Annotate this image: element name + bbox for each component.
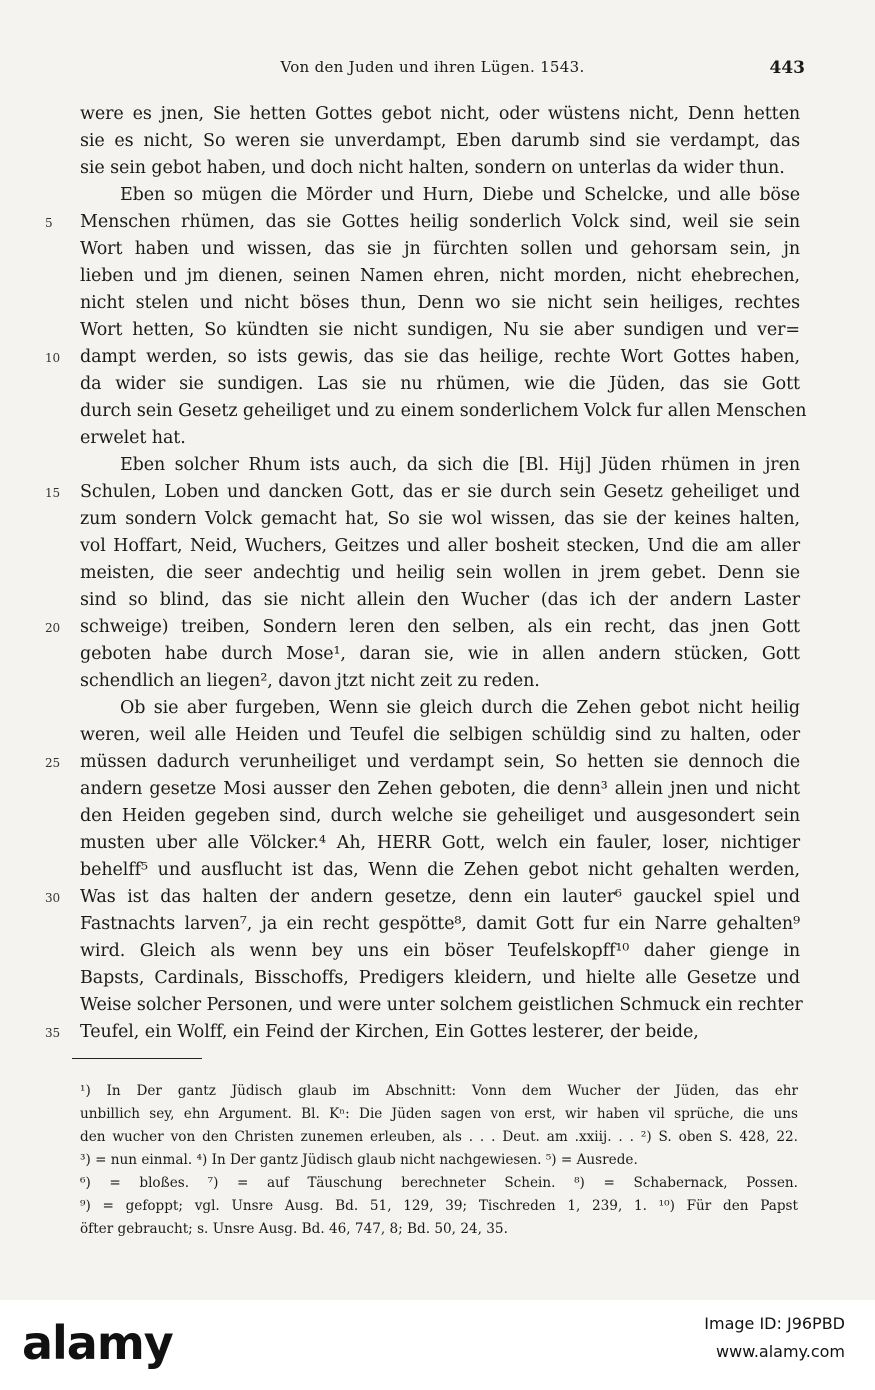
footnote-line: den wucher von den Christen zunemen erleuben, als . . . Deut. am .xxiij. . . ²) S. oben S. 428, 22. [80, 1129, 798, 1145]
line-text: Bapsts, Cardinals, Bisschoffs, Predigers kleidern, und hielte alle Gesetze und [80, 968, 800, 988]
line-text: sie sein gebot haben, und doch nicht halten, sondern on unterlas da wider thun. [80, 158, 785, 178]
text-line [80, 425, 800, 452]
page-number: 443 [769, 58, 805, 78]
text-line [45, 884, 800, 911]
text-line [80, 857, 800, 884]
line-text: andern gesetze Mosi ausser den Zehen geboten, die denn³ allein jnen und nicht [80, 779, 800, 799]
text-line [80, 263, 800, 290]
text-line [80, 965, 800, 992]
body-text [45, 101, 807, 1046]
line-text: behelff⁵ und ausflucht ist das, Wenn die Zehen gebot nicht gehalten werden, [80, 860, 800, 880]
text-line [80, 830, 800, 857]
text-line [80, 506, 800, 533]
text-line [80, 992, 803, 1019]
line-text: Weise solcher Personen, und were unter solchem geistlichen Schmuck ein rechter [80, 995, 803, 1015]
line-number: 15 [45, 486, 61, 500]
text-line [80, 911, 800, 938]
text-line [80, 695, 800, 722]
line-text: meisten, die seer andechtig und heilig sein wollen in jrem gebet. Denn sie [80, 563, 800, 583]
line-text: Wort haben und wissen, das sie jn fürchten sollen und gehorsam sein, jn [80, 239, 800, 259]
running-header [60, 58, 805, 82]
header-title: Von den Juden und ihren Lügen. 1543. [280, 58, 585, 76]
line-text: da wider sie sundigen. Las sie nu rhümen, wie die Jüden, das sie Gott [80, 374, 800, 394]
text-line [45, 1019, 800, 1046]
text-line [80, 641, 800, 668]
line-text: müssen dadurch verunheiliget und verdampt sein, So hetten sie dennoch die [80, 752, 800, 772]
text-line [80, 776, 800, 803]
text-line [80, 101, 800, 128]
footnote-line: ⁶) = bloßes. ⁷) = auf Täuschung berechneter Schein. ⁸) = Schabernack, Possen. [80, 1175, 798, 1191]
line-text: Ob sie aber furgeben, Wenn sie gleich durch die Zehen gebot nicht heilig [120, 698, 800, 718]
text-line [80, 722, 800, 749]
line-text: sie es nicht, So weren sie unverdampt, Eben darumb sind sie verdampt, das [80, 131, 800, 151]
line-text: erwelet hat. [80, 428, 186, 448]
line-text: wird. Gleich als wenn bey uns ein böser Teufelskopff¹⁰ daher gienge in [80, 941, 800, 961]
text-line [80, 155, 800, 182]
text-line [80, 560, 800, 587]
text-line [80, 182, 800, 209]
text-line [80, 371, 800, 398]
watermark-logo: alamy [22, 1316, 173, 1370]
line-number: 10 [45, 351, 61, 365]
line-text: Teufel, ein Wolff, ein Feind der Kirchen, Ein Gottes lesterer, der beide, [80, 1022, 699, 1042]
text-line [80, 290, 800, 317]
footnote-line: ⁹) = gefoppt; vgl. Unsre Ausg. Bd. 51, 129, 39; Tischreden 1, 239, 1. ¹⁰) Für den Papst [80, 1198, 798, 1214]
footnote-divider [72, 1058, 202, 1059]
line-text: geboten habe durch Mose¹, daran sie, wie in allen andern stücken, Gott [80, 644, 800, 664]
footnote-line: ¹) In Der gantz Jüdisch glaub im Abschnitt: Vonn dem Wucher der Jüden, das ehr [80, 1083, 798, 1099]
text-line [80, 128, 800, 155]
line-number: 30 [45, 891, 61, 905]
line-text: Schulen, Loben und dancken Gott, das er sie durch sein Gesetz geheiliget und [80, 482, 800, 502]
text-line [45, 749, 800, 776]
line-number: 35 [45, 1026, 61, 1040]
watermark-bar [0, 1300, 875, 1390]
line-text: vol Hoffart, Neid, Wuchers, Geitzes und aller bosheit stecken, Und die am aller [80, 536, 800, 556]
text-line [80, 587, 800, 614]
line-text: den Heiden gegeben sind, durch welche sie geheiliget und ausgesondert sein [80, 806, 800, 826]
footnote-line: ³) = nun einmal. ⁴) In Der gantz Jüdisch glaub nicht nachgewiesen. ⁵) = Ausrede. [80, 1152, 638, 1168]
line-text: Fastnachts larven⁷, ja ein recht gespötte⁸, damit Gott fur ein Narre gehalten⁹ [80, 914, 800, 934]
footnotes [80, 1080, 798, 1241]
text-line [80, 452, 800, 479]
line-text: Wort hetten, So kündten sie nicht sundigen, Nu sie aber sundigen und ver= [80, 320, 800, 340]
line-text: Eben solcher Rhum ists auch, da sich die [Bl. Hij] Jüden rhümen in jren [120, 455, 800, 475]
footnote-line: unbillich sey, ehn Argument. Bl. Kⁿ: Die Jüden sagen von erst, wir haben vil sprüche, die uns [80, 1106, 798, 1122]
line-text: sind so blind, das sie nicht allein den Wucher (das ich der andern Laster [80, 590, 800, 610]
line-number: 5 [45, 216, 53, 230]
text-line [80, 236, 800, 263]
line-text: schweige) treiben, Sondern leren den selben, als ein recht, das jnen Gott [80, 617, 800, 637]
text-line [80, 398, 807, 425]
line-number: 20 [45, 621, 61, 635]
line-text: zum sondern Volck gemacht hat, So sie wol wissen, das sie der keines halten, [80, 509, 800, 529]
line-text: Was ist das halten der andern gesetze, denn ein lauter⁶ gauckel spiel und [80, 887, 800, 907]
text-line [80, 533, 800, 560]
text-line [80, 803, 800, 830]
footnote-line: öfter gebraucht; s. Unsre Ausg. Bd. 46, 747, 8; Bd. 50, 24, 35. [80, 1221, 508, 1237]
line-text: Eben so mügen die Mörder und Hurn, Diebe und Schelcke, und alle böse [120, 185, 800, 205]
watermark-url: www.alamy.com [716, 1342, 845, 1361]
text-line [80, 668, 800, 695]
text-line [45, 344, 800, 371]
line-text: nicht stelen und nicht böses thun, Denn wo sie nicht sein heiliges, rechtes [80, 293, 800, 313]
line-text: musten uber alle Völcker.⁴ Ah, HERR Gott, welch ein fauler, loser, nichtiger [80, 833, 800, 853]
line-text: schendlich an liegen², davon jtzt nicht zeit zu reden. [80, 671, 540, 691]
line-text: Menschen rhümen, das sie Gottes heilig sonderlich Volck sind, weil sie sein [80, 212, 800, 232]
line-text: were es jnen, Sie hetten Gottes gebot nicht, oder wüstens nicht, Denn hetten [80, 104, 800, 124]
line-text: lieben und jm dienen, seinen Namen ehren, nicht morden, nicht ehebrechen, [80, 266, 800, 286]
line-text: durch sein Gesetz geheiliget und zu einem sonderlichem Volck fur allen Menschen [80, 401, 807, 421]
line-number: 25 [45, 756, 61, 770]
line-text: dampt werden, so ists gewis, das sie das heilige, rechte Wort Gottes haben, [80, 347, 800, 367]
watermark-image-id: Image ID: J96PBD [704, 1314, 845, 1333]
text-line [45, 209, 800, 236]
text-line [80, 938, 800, 965]
text-line [45, 614, 800, 641]
line-text: weren, weil alle Heiden und Teufel die selbigen schüldig sind zu halten, oder [80, 725, 800, 745]
text-line [45, 479, 800, 506]
text-line [80, 317, 800, 344]
